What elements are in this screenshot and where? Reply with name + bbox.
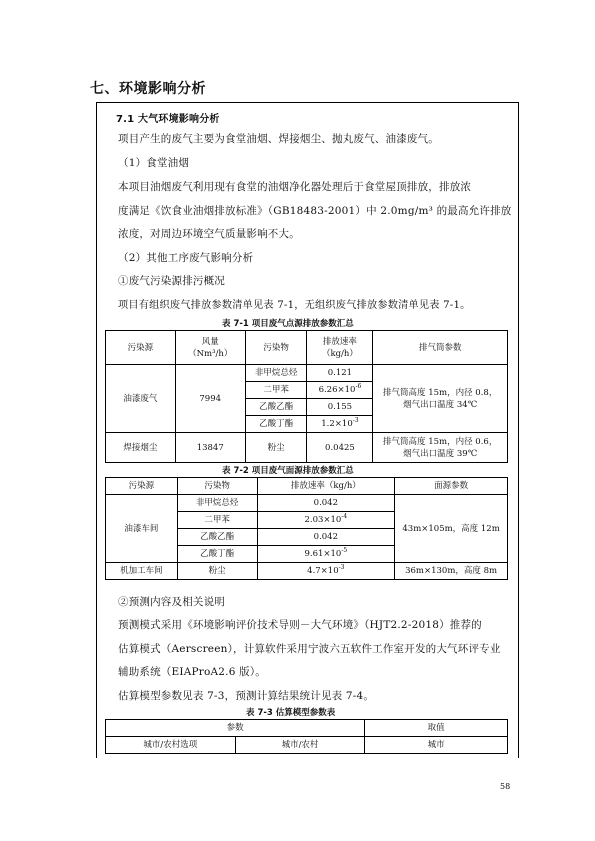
- table-7-1: [105, 330, 508, 463]
- cell-stack: 排气筒高度 15m，内径 0.8， 烟气出口温度 34℃: [373, 365, 508, 433]
- cell-rate: $4.7\times 10^{-3}$: [257, 563, 395, 580]
- cell-rate: 0.155: [307, 399, 373, 416]
- header-value: 取值: [365, 720, 508, 737]
- cell-pollutant: 乙酸乙酯: [245, 399, 307, 416]
- cell-stack: 排气筒高度 15m，内径 0.6， 烟气出口温度 39℃: [373, 433, 508, 463]
- header-source: 污染源: [106, 331, 176, 365]
- section-title: 7.1 大气环境影响分析: [116, 114, 220, 125]
- cell-source: 油漆车间: [106, 495, 178, 563]
- table-caption-7-3: 表 7-3 估算模型参数表: [246, 708, 336, 718]
- para-line: 估算模式（Aerscreen），计算软件采用宁波六五软件工作室开发的大气环评专业: [118, 643, 501, 655]
- chapter-title: 七、环境影响分析: [90, 81, 206, 97]
- table-header-row: [106, 478, 508, 495]
- cell-rate: $2.03\times 10^{-4}$: [257, 512, 395, 529]
- table-row: [106, 495, 508, 512]
- cell-area: 43m×105m，高度 12m: [395, 495, 508, 563]
- cell-pollutant: 乙酸丁酯: [245, 416, 307, 433]
- cell-param-value: 城市: [365, 737, 508, 754]
- header-source: 污染源: [106, 478, 178, 495]
- cell-rate: 0.042: [257, 529, 395, 546]
- page-number: 58: [500, 782, 511, 791]
- para-line: 辅助系统（EIAProA2.6 版）。: [118, 666, 266, 678]
- cell-rate: 0.042: [257, 495, 395, 512]
- table-7-2: [105, 477, 508, 580]
- para-line: 浓度，对周边环境空气质量影响不大。: [118, 228, 300, 240]
- table-caption-7-2: 表 7-2 项目废气面源排放参数汇总: [222, 466, 354, 476]
- cell-pollutant: 二甲苯: [177, 512, 257, 529]
- para-line: 本项目油烟废气利用现有食堂的油烟净化器处理后于食堂屋顶排放，排放浓: [118, 181, 472, 193]
- header-param: 参数: [106, 720, 365, 737]
- cell-rate: $1.2\times 10^{-3}$: [307, 416, 373, 433]
- cell-pollutant: 乙酸乙酯: [177, 529, 257, 546]
- cell-pollutant: 非甲烷总烃: [245, 365, 307, 382]
- cell-rate: $9.61\times 10^{-5}$: [257, 546, 395, 563]
- para-line: 估算模型参数见表 7-3，预测计算结果统计见表 7-4。: [118, 690, 375, 702]
- subsection-title-2b: ②预测内容及相关说明: [118, 596, 225, 608]
- header-rate: 排放速率 （kg/h）: [307, 331, 373, 365]
- para-intro: 项目产生的废气主要为食堂油烟、焊接烟尘、抛丸废气、油漆废气。: [118, 133, 439, 145]
- cell-pollutant: 粉尘: [245, 433, 307, 463]
- cell-rate: 0.121: [307, 365, 373, 382]
- cell-pollutant: 粉尘: [177, 563, 257, 580]
- cell-airflow: 7994: [175, 365, 245, 433]
- cell-source: 焊接烟尘: [106, 433, 176, 463]
- para-line: 预测模式采用《环境影响评价技术导则－大气环境》（HJT2.2-2018）推荐的: [118, 619, 482, 631]
- header-stack: 排气筒参数: [373, 331, 508, 365]
- cell-pollutant: 非甲烷总烃: [177, 495, 257, 512]
- cell-pollutant: 二甲苯: [245, 382, 307, 399]
- cell-param-option: 城市/农村: [235, 737, 365, 754]
- table-row: [106, 365, 508, 382]
- table-header-row: [106, 331, 508, 365]
- cell-area: 36m×130m，高度 8m: [395, 563, 508, 580]
- subsection-title-1: （1）食堂油烟: [118, 157, 190, 169]
- header-airflow: 风量 （Nm³/h）: [175, 331, 245, 365]
- cell-param-name: 城市/农村选项: [106, 737, 236, 754]
- cell-rate: 0.0425: [307, 433, 373, 463]
- cell-source: 机加工车间: [106, 563, 178, 580]
- table-row: [106, 737, 508, 754]
- cell-pollutant: 乙酸丁酯: [177, 546, 257, 563]
- cell-source: 油漆废气: [106, 365, 176, 433]
- para-line: 项目有组织废气排放参数清单见表 7-1，无组织废气排放参数清单见表 7-1。: [118, 300, 471, 311]
- subsection-title-2a: ①废气污染源排污概况: [118, 275, 225, 287]
- header-pollutant: 污染物: [245, 331, 307, 365]
- table-row: [106, 563, 508, 580]
- header-rate: 排放速率（kg/h）: [257, 478, 395, 495]
- table-7-3: [105, 719, 508, 754]
- table-caption-7-1: 表 7-1 项目废气点源排放参数汇总: [222, 319, 354, 329]
- header-area: 面源参数: [395, 478, 508, 495]
- para-line: 度满足《饮食业油烟排放标准》（GB18483-2001）中 2.0mg/m³ 的最高允许排放: [118, 205, 512, 217]
- header-pollutant: 污染物: [177, 478, 257, 495]
- cell-rate: $6.26\times 10^{-6}$: [307, 382, 373, 399]
- table-row: [106, 433, 508, 463]
- cell-airflow: 13847: [175, 433, 245, 463]
- table-header-row: [106, 720, 508, 737]
- subsection-title-2: （2）其他工序废气影响分析: [118, 252, 254, 264]
